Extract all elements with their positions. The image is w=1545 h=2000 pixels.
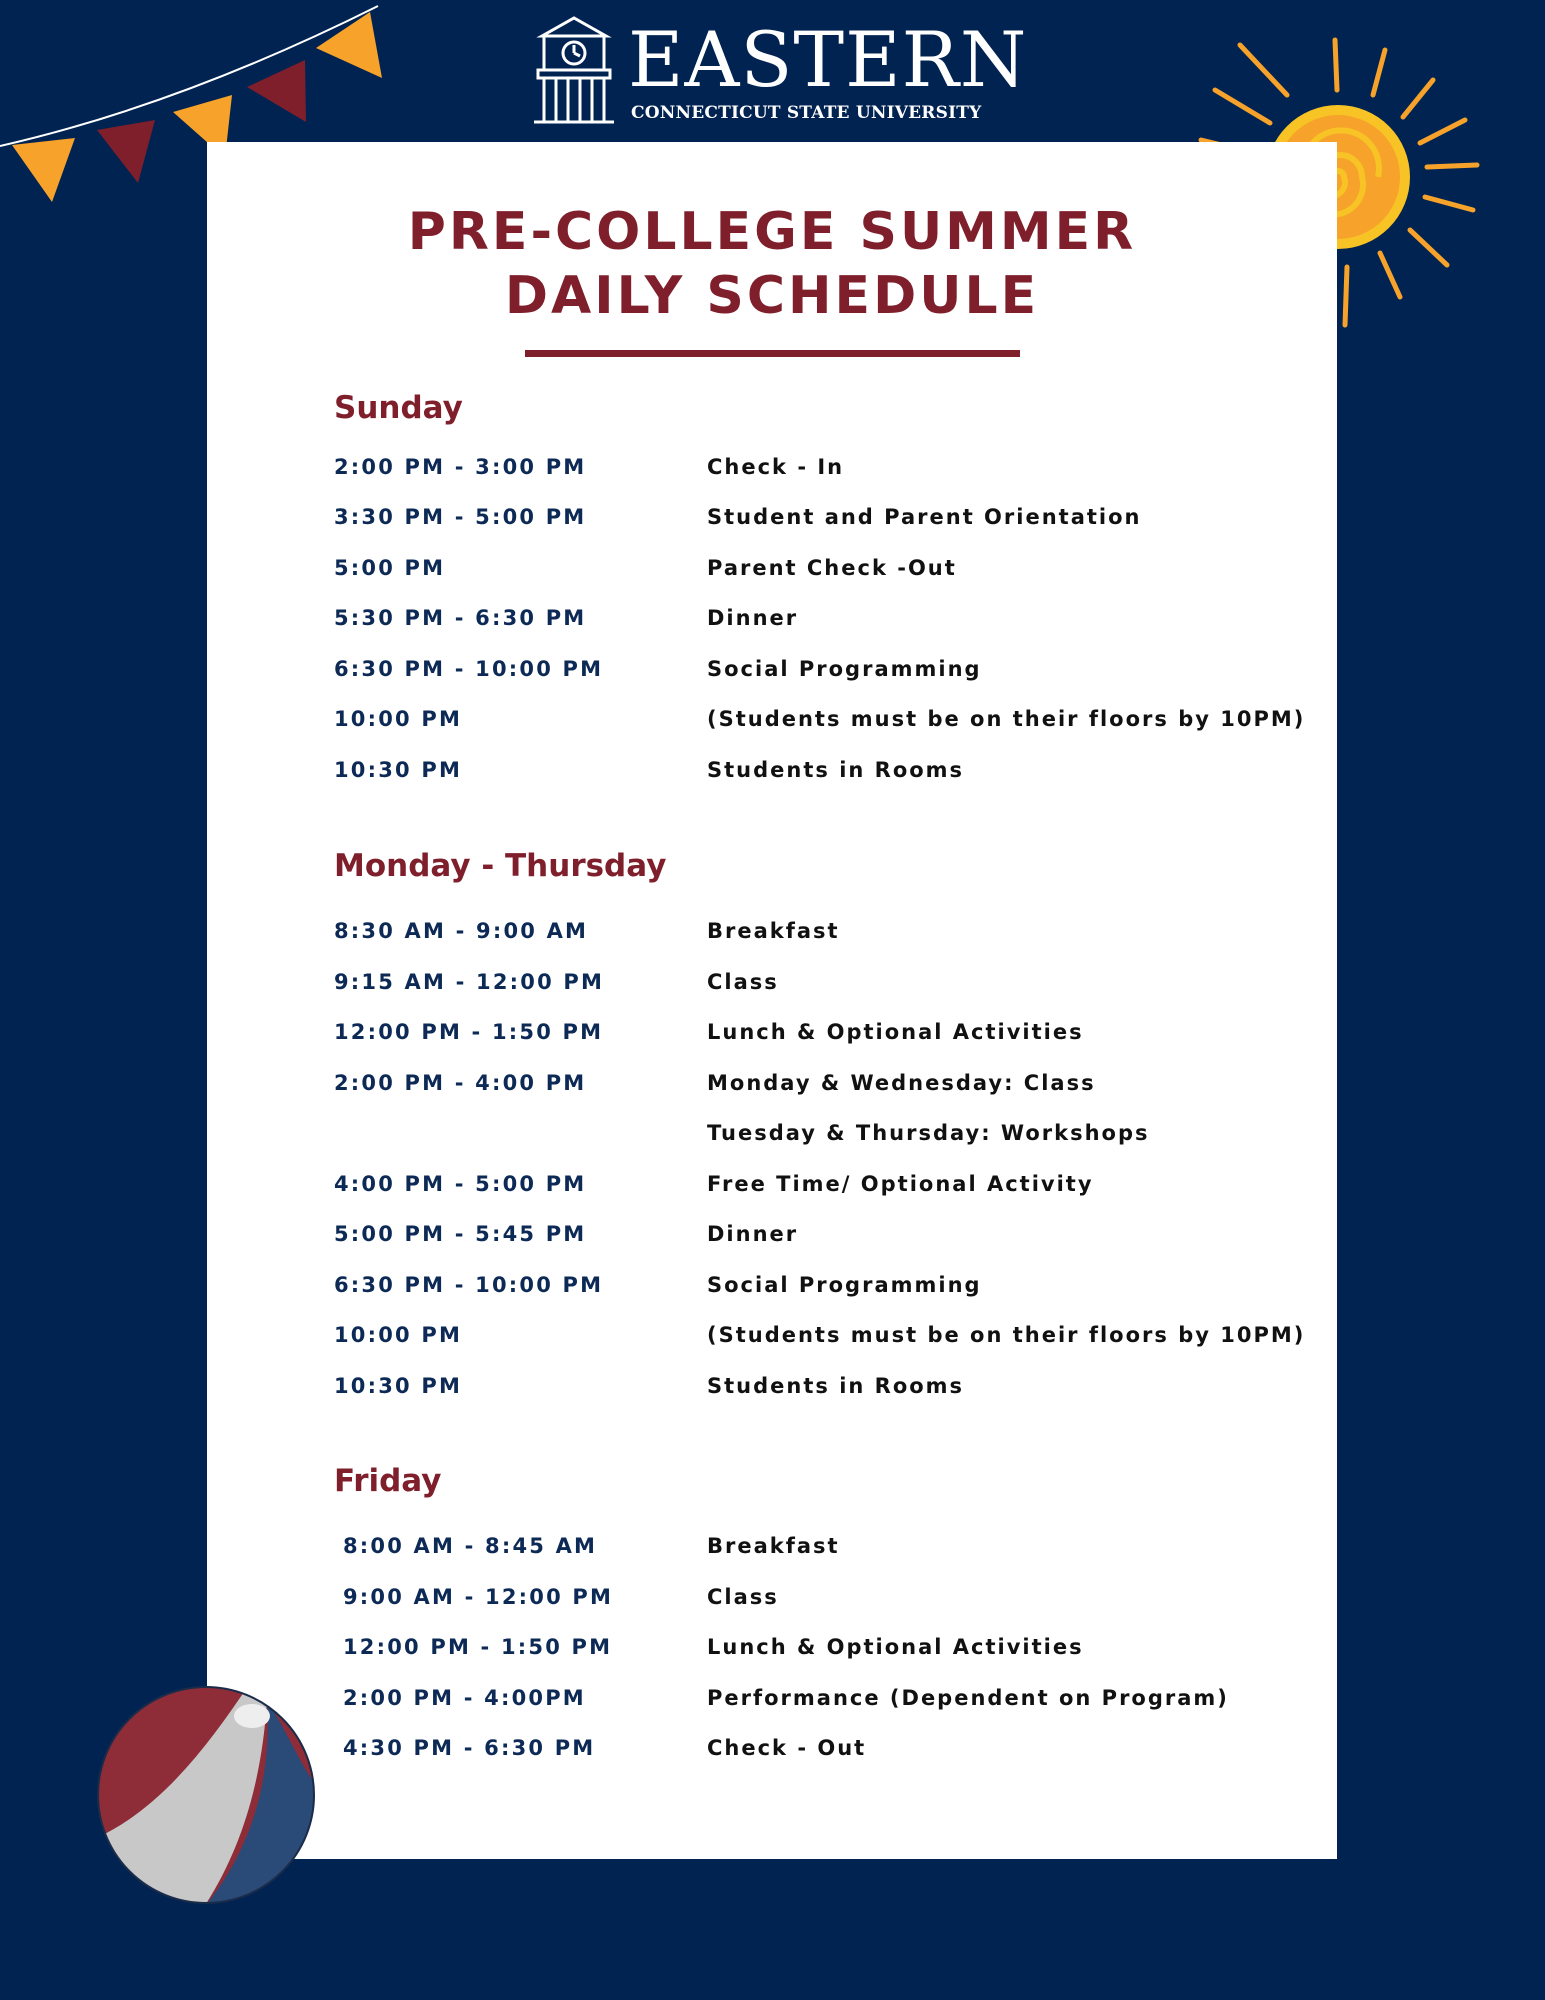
schedule-row bbox=[0, 1265, 1545, 1305]
page-title-line1: PRE-COLLEGE SUMMER bbox=[407, 202, 1137, 262]
section-heading-sunday: Sunday bbox=[334, 390, 463, 426]
row-time: 4:30 PM - 6:30 PM bbox=[343, 1736, 596, 1760]
row-time: 5:30 PM - 6:30 PM bbox=[334, 606, 587, 630]
schedule-row bbox=[0, 1366, 1545, 1406]
clocktower-icon bbox=[528, 14, 620, 126]
schedule-row bbox=[0, 1577, 1545, 1617]
row-activity: Free Time/ Optional Activity bbox=[707, 1172, 1094, 1196]
schedule-row bbox=[0, 1315, 1545, 1355]
row-activity: Social Programming bbox=[707, 1273, 982, 1297]
row-activity: Monday & Wednesday: Class bbox=[707, 1071, 1096, 1095]
row-activity: Class bbox=[707, 1585, 779, 1609]
logo-wordmark: EASTERN bbox=[628, 15, 1028, 104]
row-activity: (Students must be on their floors by 10PM) bbox=[707, 1323, 1306, 1347]
schedule-row bbox=[0, 911, 1545, 951]
row-activity: Students in Rooms bbox=[707, 1374, 965, 1398]
row-activity: Dinner bbox=[707, 1222, 799, 1246]
row-time: 12:00 PM - 1:50 PM bbox=[334, 1020, 604, 1044]
row-time: 10:30 PM bbox=[334, 758, 463, 782]
row-activity: Tuesday & Thursday: Workshops bbox=[707, 1121, 1150, 1145]
section-heading-monday-thursday: Monday - Thursday bbox=[334, 848, 667, 884]
row-activity: Social Programming bbox=[707, 657, 982, 681]
row-time: 2:00 PM - 3:00 PM bbox=[334, 455, 587, 479]
page-title-line2: DAILY SCHEDULE bbox=[504, 266, 1040, 326]
schedule-row bbox=[0, 1526, 1545, 1566]
schedule-row bbox=[0, 962, 1545, 1002]
row-activity: Lunch & Optional Activities bbox=[707, 1020, 1084, 1044]
row-activity: Check - In bbox=[707, 455, 845, 479]
row-time: 8:00 AM - 8:45 AM bbox=[343, 1534, 598, 1558]
row-time: 3:30 PM - 5:00 PM bbox=[334, 505, 587, 529]
row-activity: Check - Out bbox=[707, 1736, 867, 1760]
schedule-row bbox=[0, 598, 1545, 638]
row-time: 12:00 PM - 1:50 PM bbox=[343, 1635, 613, 1659]
schedule-row bbox=[0, 649, 1545, 689]
schedule-row bbox=[0, 1214, 1545, 1254]
row-activity: Breakfast bbox=[707, 919, 840, 943]
schedule-row bbox=[0, 447, 1545, 487]
row-time: 4:00 PM - 5:00 PM bbox=[334, 1172, 587, 1196]
schedule-row bbox=[0, 1063, 1545, 1103]
row-activity: Dinner bbox=[707, 606, 799, 630]
schedule-row bbox=[0, 548, 1545, 588]
row-time: 2:00 PM - 4:00PM bbox=[343, 1686, 586, 1710]
row-activity: (Students must be on their floors by 10PM) bbox=[707, 707, 1306, 731]
row-activity: Performance (Dependent on Program) bbox=[707, 1686, 1229, 1710]
row-activity: Students in Rooms bbox=[707, 758, 965, 782]
section-heading-friday: Friday bbox=[334, 1463, 442, 1499]
row-activity: Breakfast bbox=[707, 1534, 840, 1558]
row-activity: Lunch & Optional Activities bbox=[707, 1635, 1084, 1659]
row-time: 9:15 AM - 12:00 PM bbox=[334, 970, 605, 994]
row-time: 6:30 PM - 10:00 PM bbox=[334, 657, 604, 681]
schedule-row bbox=[0, 1627, 1545, 1667]
row-time: 5:00 PM bbox=[334, 556, 446, 580]
schedule-row bbox=[0, 1012, 1545, 1052]
schedule-row bbox=[0, 1164, 1545, 1204]
row-time: 10:00 PM bbox=[334, 1323, 463, 1347]
row-time: 2:00 PM - 4:00 PM bbox=[334, 1071, 587, 1095]
schedule-row bbox=[0, 750, 1545, 790]
row-activity: Parent Check -Out bbox=[707, 556, 957, 580]
row-activity: Class bbox=[707, 970, 779, 994]
row-time: 6:30 PM - 10:00 PM bbox=[334, 1273, 604, 1297]
schedule-row bbox=[0, 497, 1545, 537]
logo-subtitle: CONNECTICUT STATE UNIVERSITY bbox=[631, 103, 982, 123]
beach-ball-decoration bbox=[92, 1680, 322, 1910]
row-activity: Student and Parent Orientation bbox=[707, 505, 1142, 529]
title-underline bbox=[525, 350, 1020, 357]
row-time: 5:00 PM - 5:45 PM bbox=[334, 1222, 587, 1246]
schedule-row bbox=[0, 1113, 1545, 1153]
schedule-row bbox=[0, 699, 1545, 739]
row-time: 9:00 AM - 12:00 PM bbox=[343, 1585, 614, 1609]
row-time: 8:30 AM - 9:00 AM bbox=[334, 919, 589, 943]
university-logo bbox=[528, 14, 1028, 126]
row-time: 10:00 PM bbox=[334, 707, 463, 731]
row-time: 10:30 PM bbox=[334, 1374, 463, 1398]
